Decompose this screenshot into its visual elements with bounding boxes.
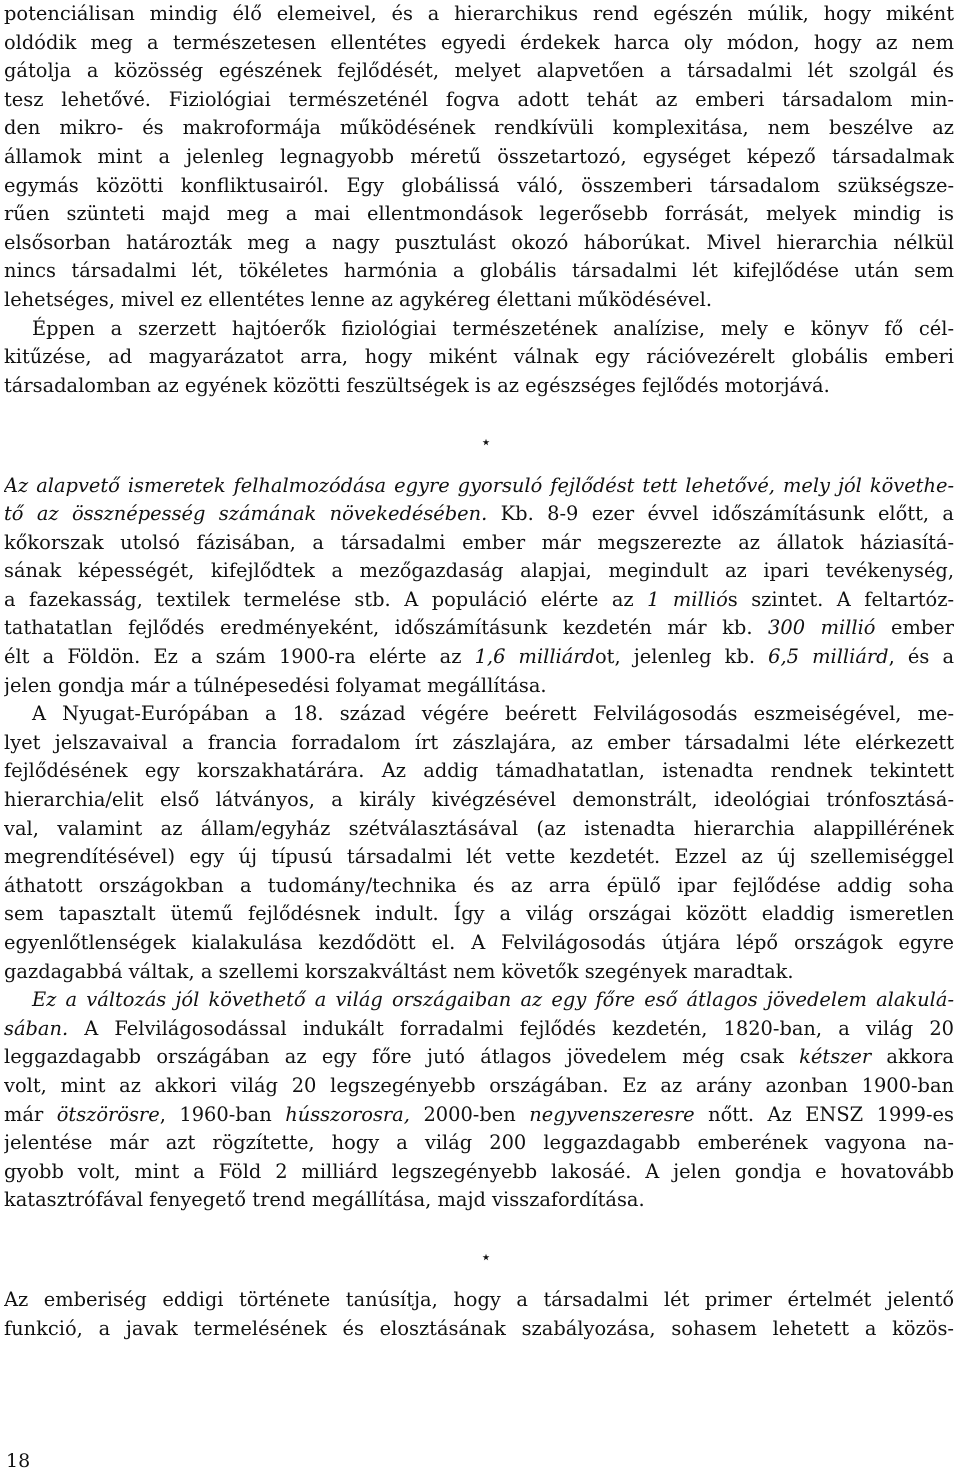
italic-text: negyvenszeresre [529,1102,695,1126]
text-segment: kőkorszak utolsó fázisában, a társadalmi ember már megszerezte az állatok háziasítá- [4,530,954,554]
text-segment: leggazdagabb országában az egy főre jutó átlagos jövedelem még csak [4,1045,800,1069]
italic-text: 1,6 milliárd [474,645,595,669]
text-line [4,929,954,958]
text-line [4,786,954,815]
text-line [4,815,954,844]
italic-text: Ez a változás jól követhető a világ országaiban az egy főre eső átlagos jövedelem alakulá- [32,988,954,1012]
text-line [4,1286,954,1315]
text-segment: hierarchia/elit első látványos, a király kivégzésével demonstrált, ideológiai trónfosztásá- [4,788,954,812]
text-segment: egyenlőtlenségek kialakulása kezdődött el. A Felvilágosodás útjára lépő országok egyre [4,931,954,954]
text-segment: a fazekasság, textilek termelése stb. A populáció elérte az [4,587,648,611]
separator-star-icon: ⋆ [480,431,492,453]
section-1 [4,0,954,400]
text-segment: , és a [888,645,954,669]
text-line [4,614,954,643]
text-line [4,257,954,286]
text-segment: sem tapasztalt ütemű fejlődésnek indult. Így a világ országai között eladdig ismeretlen [4,902,954,926]
text-line [4,986,954,1015]
italic-text: 300 millió [768,616,876,640]
text-line [4,57,954,86]
text-line [4,1186,954,1215]
section-2 [4,472,954,1215]
text-segment: fejlődésének egy korszakhatárára. Az addig támadhatatlan, istenadta rendnek tekintett [4,759,954,783]
italic-text: kétszer [799,1045,872,1069]
text-line [4,86,954,115]
text-segment: kitűzése, ad magyarázatot arra, hogy miként válnak egy rációvezérelt globális emberi [4,345,954,369]
text-segment: den mikro- és makroformája működésének rendkívüli komplexitása, nem beszélve az [4,116,954,140]
text-segment: ot, jelenleg kb. [595,645,769,669]
text-segment: s szintet. A feltartóz- [727,587,954,611]
text-line [4,900,954,929]
text-segment: nincs társadalmi lét, tökéletes harmónia a globális társadalmi lét kifejlődése után sem [4,259,954,283]
text-segment: 2000-ben [409,1102,530,1126]
text-line [4,872,954,901]
text-line [4,114,954,143]
text-segment: rűen szünteti majd meg a mai ellentmondások legerősebb forrását, melyek mindig is [4,202,954,226]
text-line [4,1043,954,1072]
text-line [4,1072,954,1101]
text-line [4,843,954,872]
text-line [4,1158,954,1187]
text-segment: oldódik meg a természetesen ellentétes egyedi érdekek harca oly módon, hogy az nem [4,30,954,54]
text-line [4,557,954,586]
text-line [4,700,954,729]
text-segment: gazdagabbá váltak, a szellemi korszakváltást nem követők szegények maradtak. [4,959,794,983]
text-segment: társadalomban az egyének közötti feszültségek is az egészséges fejlődés motorjává. [4,373,830,397]
text-segment: potenciálisan mindig élő elemeivel, és a hierarchikus rend egészén múlik, hogy miként [4,2,954,25]
text-line [4,1315,954,1344]
text-segment: val, valamint az állam/egyház szétválasztásával (az istenadta hierarchia alappillérének [4,816,954,840]
text-line [4,672,954,701]
spacer [4,1272,954,1286]
italic-text: 6,5 milliárd [768,645,889,669]
text-line [4,372,954,401]
document-page [4,0,954,1343]
text-segment: gyobb volt, mint a Föld 2 milliárd legszegényebb lakosáé. A jelen gondja e hovatovább [4,1159,954,1183]
spacer [4,1215,954,1244]
text-segment: , 1960-ban [159,1102,286,1126]
text-segment: Kb. 8-9 ezer évvel időszámításunk előtt, a [487,502,954,526]
text-line [4,729,954,758]
italic-text: 1 millió [647,587,728,611]
text-segment: államok mint a jelenleg legnagyobb méretű összetartozó, egységet képező társadalmak [4,144,954,168]
text-segment: megrendítésével) egy új típusú társadalmi lét vette kezdetét. Ezzel az új szellemiséggel [4,845,954,869]
text-line [4,0,954,29]
text-line [4,315,954,344]
spacer [4,458,954,472]
text-segment: elsősorban határozták meg a nagy pusztulást okozó háborúkat. Mivel hierarchia nélkül [4,230,954,254]
text-segment: jelentése már azt rögzítette, hogy a világ 200 leggazdagabb emberének vagyona na- [4,1131,954,1155]
text-segment: katasztrófával fenyegető trend megállítása, majd visszafordítása. [4,1188,645,1212]
italic-text: tő az össznépesség számának növekedésében. [4,502,488,526]
text-line [4,29,954,58]
text-segment: A Felvilágosodással indukált forradalmi fejlődés kezdetén, 1820-ban, a világ 20 [68,1016,954,1040]
text-segment: volt, mint az akkori világ 20 legszegényebb országában. Ez az arány azonban 1900-ban [4,1073,954,1097]
text-segment: élt a Földön. Ez a szám 1900-ra elérte az [4,645,475,669]
text-segment: áthatott országokban a tudomány/technika és az arra épülő ipar fejlődése addig soha [4,873,954,897]
text-segment: már [4,1102,57,1126]
text-segment: nőtt. Az ENSZ 1999-es [694,1102,954,1126]
text-segment: gátolja a közösség egészének fejlődését, melyet alapvetően a társadalmi lét szolgál és [4,59,954,83]
text-segment: Az emberiség eddigi története tanúsítja, hogy a társadalmi lét primer értelmét jelentő [4,1288,954,1312]
italic-text: ötszörösre [56,1102,160,1126]
text-line [4,958,954,987]
text-line [4,1015,954,1044]
text-line [4,757,954,786]
section-3 [4,1286,954,1343]
text-segment: akkora [871,1045,954,1069]
text-segment: ember [875,616,954,640]
text-line [4,200,954,229]
page-number: 18 [6,1450,31,1472]
text-segment: lyet jelszavaival a francia forradalom írt zászlajára, az ember társadalmi léte elérkezett [4,730,954,754]
text-line [4,529,954,558]
italic-text: sában. [4,1016,69,1040]
text-line [4,172,954,201]
text-line [4,586,954,615]
separator-star-icon: ⋆ [480,1246,492,1268]
text-line [4,343,954,372]
text-segment: lehetséges, mivel ez ellentétes lenne az agykéreg élettani működésével. [4,287,713,311]
text-segment: funkció, a javak termelésének és elosztásának szabályozása, sohasem lehetett a közös- [4,1316,954,1340]
text-segment: jelen gondja már a túlnépesedési folyamat megállítása. [4,673,547,697]
text-segment: sának képességét, kifejlődtek a mezőgazdaság alapjai, megindult az ipari tevékenység, [4,559,954,583]
text-line [4,1129,954,1158]
text-line [4,1101,954,1130]
text-segment: tathatatlan fejlődés eredményeként, időszámításunk kezdetén már kb. [4,616,769,640]
text-line [4,500,954,529]
italic-text: hússzorosra, [285,1102,410,1126]
text-segment: Éppen a szerzett hajtóerők fiziológiai természetének analízise, mely e könyv fő cél- [32,316,954,340]
text-line [4,286,954,315]
italic-text: Az alapvető ismeretek felhalmozódása egyre gyorsuló fejlődést tett lehetővé, mely jól követhe- [4,473,954,497]
text-line [4,229,954,258]
text-line [4,472,954,501]
text-line [4,143,954,172]
text-line [4,643,954,672]
spacer [4,400,954,429]
text-segment: tesz lehetővé. Fiziológiai természeténél fogva adott tehát az emberi társadalom min- [4,87,954,111]
text-segment: A Nyugat-Európában a 18. század végére beérett Felvilágosodás eszmeiségével, me- [32,702,954,726]
text-segment: egymás közötti konfliktusairól. Egy globálissá váló, összemberi társadalom szükségsze- [4,173,954,197]
